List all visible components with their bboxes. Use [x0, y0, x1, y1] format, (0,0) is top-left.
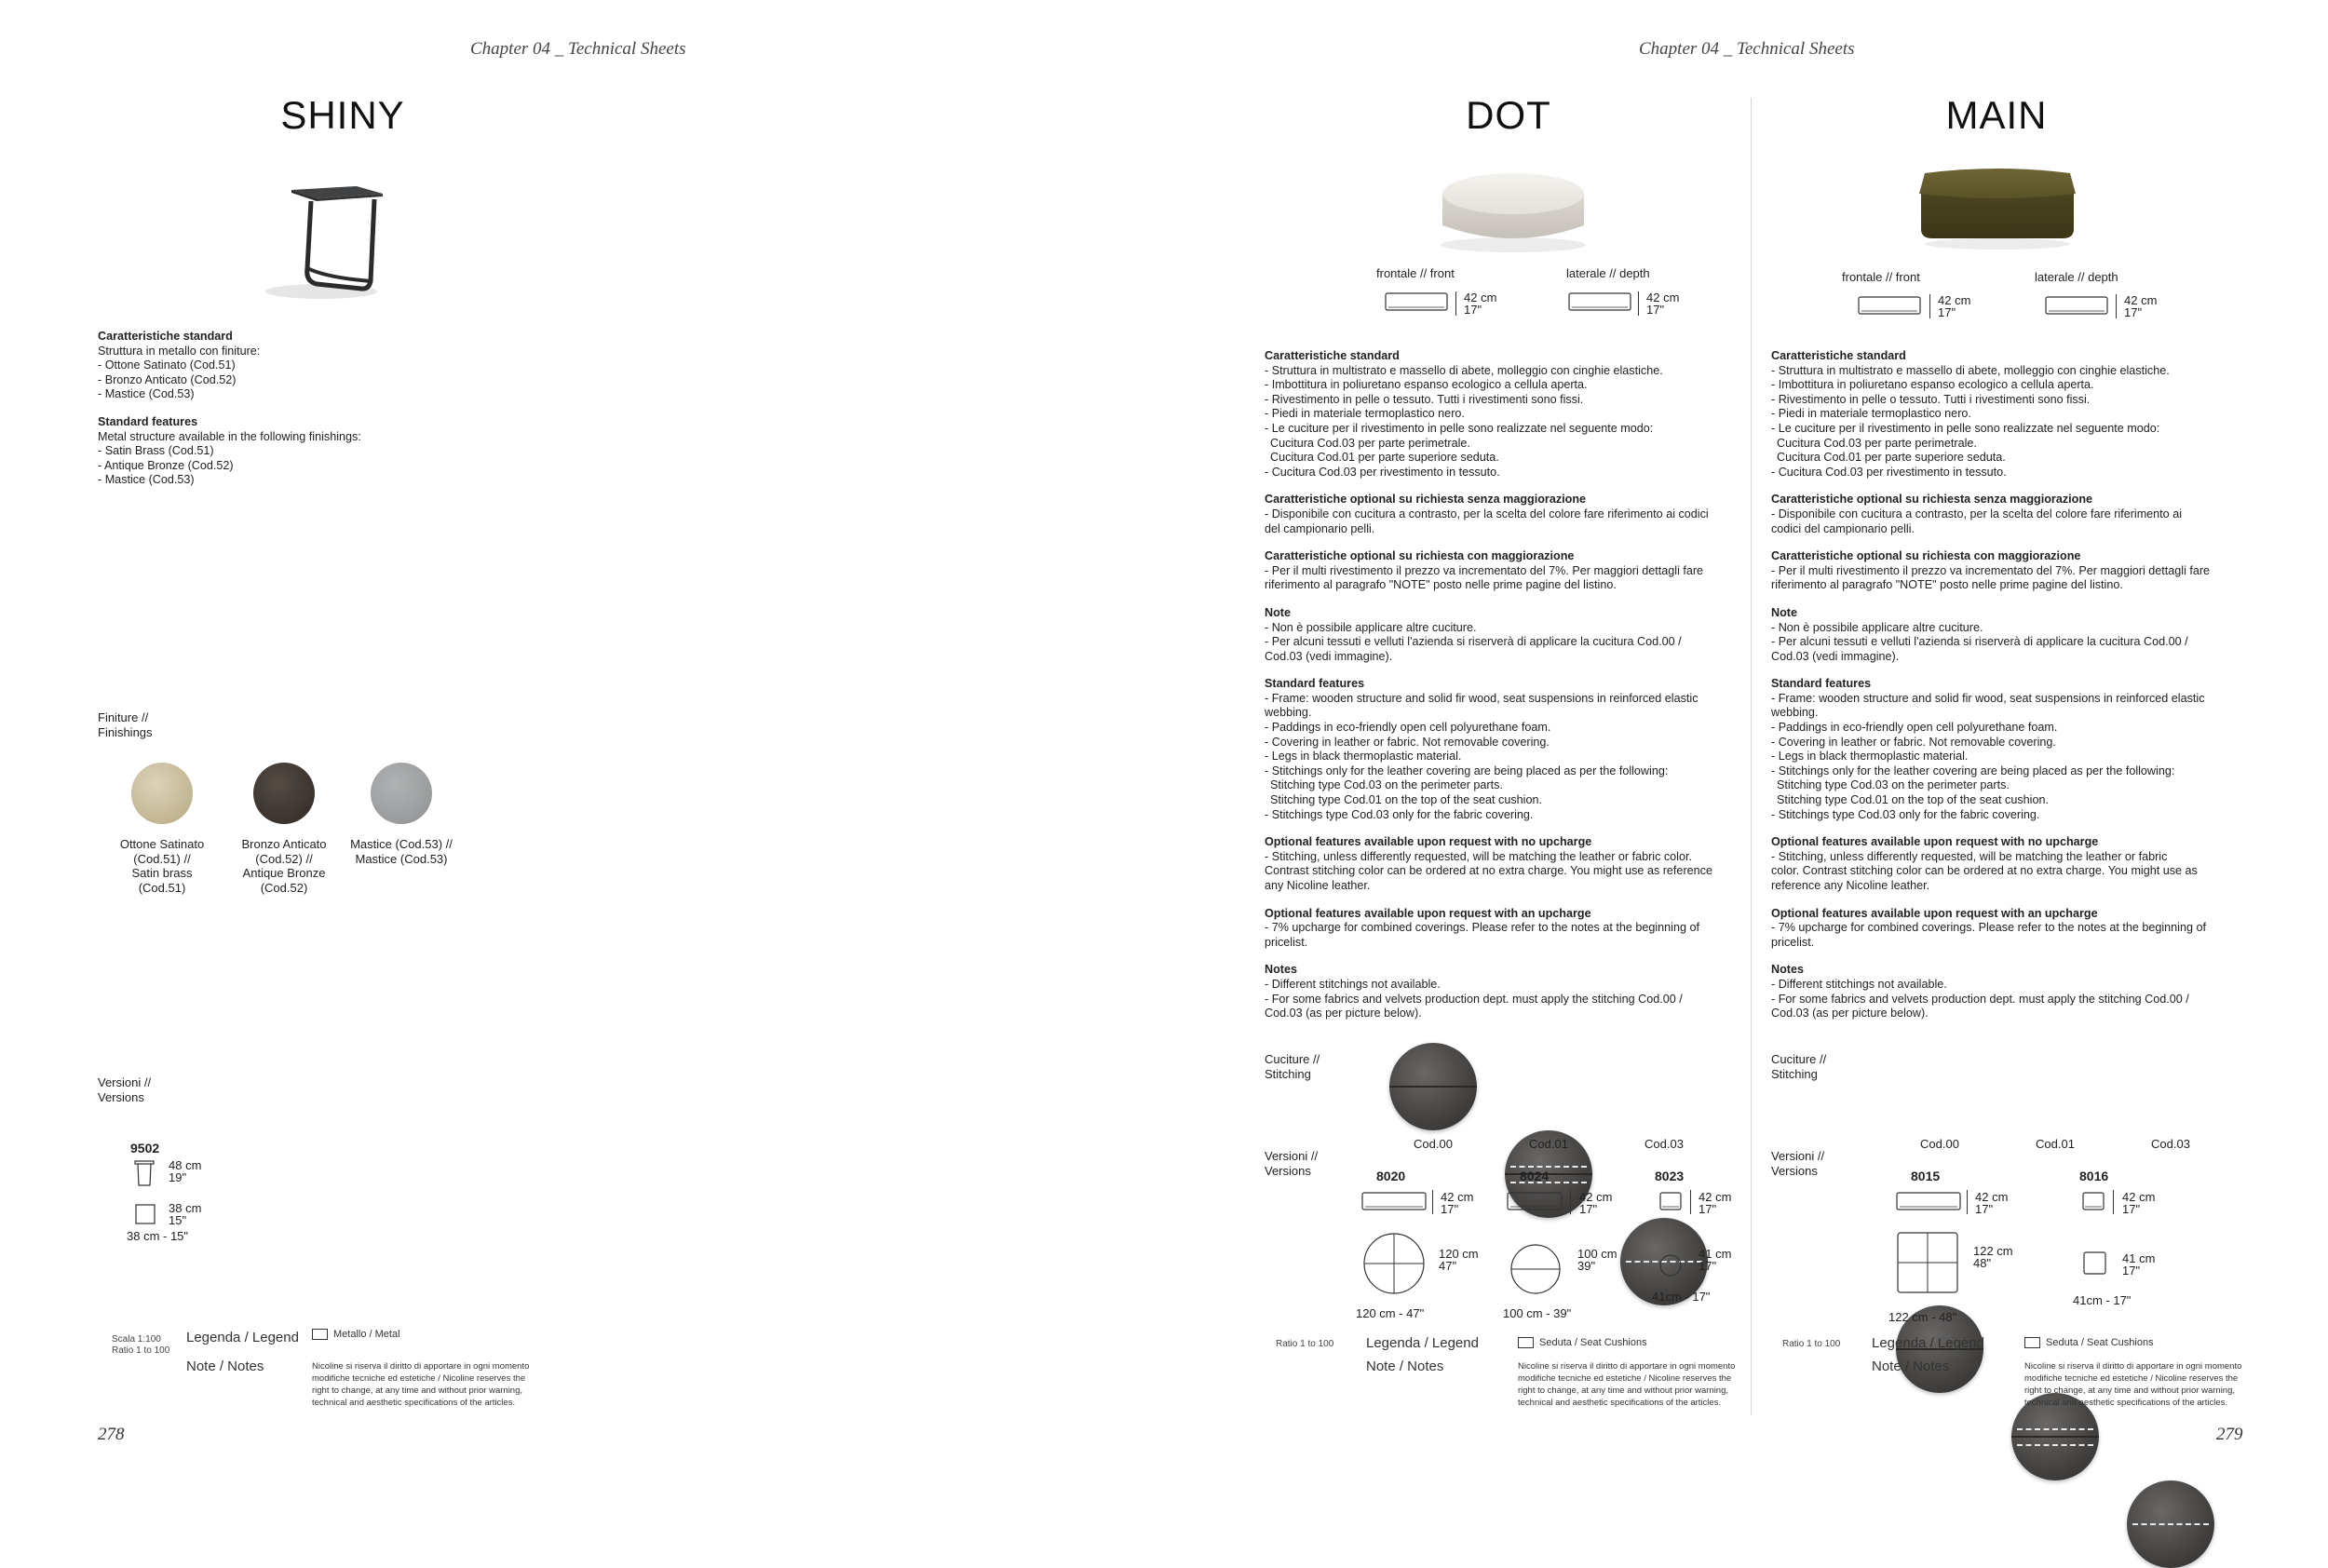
spec-line: Stitching type Cod.03 on the perimeter parts.: [1777, 778, 2010, 792]
page-number-right: 279: [2216, 1425, 2243, 1444]
spec-line: - Per alcuni tessuti e velluti l'azienda si riserverà di applicare la cucitura Cod.00 /: [1265, 635, 1682, 649]
spec-line: Cod.03 (vedi immagine).: [1265, 649, 1393, 663]
stitch-dashes: [2017, 1444, 2093, 1446]
dot-side-dim: [1646, 291, 1679, 316]
dim-line: 17": [1646, 303, 1665, 317]
swatch-mastice: [371, 763, 432, 824]
dot-scale: Ratio 1 to 100: [1276, 1339, 1334, 1349]
spec-line: - Imbottitura in poliuretano espanso ecologico a cellula aperta.: [1771, 378, 2094, 392]
dot-8024-elevation: [1507, 1190, 1564, 1214]
caption-line: (Cod.52) //: [255, 851, 313, 866]
dim-line: 17": [1464, 303, 1482, 317]
finishes-label-line: Finiture //: [98, 710, 149, 724]
spec-line: - Piedi in materiale termoplastico nero.: [1265, 407, 1465, 421]
spec-line: Stitching type Cod.01 on the top of the seat cushion.: [1270, 793, 1542, 807]
dim-separator: [1967, 1190, 1968, 1214]
swatch-caption-mastice: [341, 837, 462, 866]
legend-swatch: [2024, 1337, 2040, 1348]
dot-8023-elevation: [1659, 1190, 1684, 1214]
dot-8023-bottom: 41cm - 17": [1652, 1290, 1711, 1304]
caption-line: Antique Bronze: [242, 866, 326, 880]
shiny-scale: [112, 1334, 169, 1357]
dim-line: 42 cm: [1699, 1190, 1732, 1204]
versions-label-line: Versions: [1771, 1164, 1818, 1178]
column-divider: [1751, 98, 1752, 1415]
dot-8020-plan: [1361, 1231, 1427, 1296]
swatch-caption-satin-brass: [102, 837, 223, 895]
versions-label-line: Versions: [1265, 1164, 1311, 1178]
shiny-standard-en-line: - Mastice (Cod.53): [98, 473, 195, 487]
dot-8020-elevation: [1361, 1190, 1428, 1214]
shiny-standard-en-title: Standard features: [98, 414, 198, 428]
main-legend-item: [2024, 1337, 2154, 1348]
spec-line: - Stitchings only for the leather covering are being placed as per the following:: [1265, 764, 1669, 777]
dot-8024-bottom: 100 cm - 39": [1503, 1306, 1572, 1320]
spec-line: riferimento al paragrafo "NOTE" posto nelle prime pagine del listino.: [1771, 578, 2123, 592]
spec-line: - Different stitchings not available.: [1265, 977, 1441, 991]
page-number-left: 278: [98, 1425, 125, 1444]
spec-line: - Struttura in multistrato e massello di abete, molleggio con cinghie elastiche.: [1771, 363, 2170, 377]
main-title: MAIN: [1945, 93, 2048, 137]
spec-line: - Non è possibile applicare altre cuciture.: [1771, 620, 1983, 634]
spec-line: reference any Nicoline leather.: [1771, 879, 1930, 892]
spec-section-title: Optional features available upon request with an upcharge: [1771, 906, 2098, 920]
main-notes-title: Note / Notes: [1872, 1358, 1950, 1374]
caption-line: Bronzo Anticato: [241, 837, 327, 851]
dot-stitch-cod00: [1389, 1043, 1477, 1130]
shiny-legend-item: [312, 1329, 400, 1340]
dim-line: 42 cm: [1464, 291, 1497, 304]
spec-section-title: Caratteristiche optional su richiesta senza maggiorazione: [1771, 493, 2093, 507]
spec-section-title: Caratteristiche standard: [1771, 349, 1906, 362]
dot-version-code: 8023: [1655, 1169, 1685, 1183]
shiny-finishes-label: [98, 710, 153, 740]
dim-line: 122 cm: [1973, 1244, 2013, 1258]
spec-line: - Covering in leather or fabric. Not removable covering.: [1771, 735, 2056, 749]
dot-8023-plan: [1658, 1253, 1683, 1277]
dot-version-code: 8024: [1520, 1169, 1550, 1183]
dot-title: DOT: [1466, 93, 1551, 137]
dot-stitch-code: Cod.01: [1529, 1137, 1568, 1151]
main-stitch-code: Cod.00: [1920, 1137, 1959, 1151]
spec-line: Stitching type Cod.01 on the top of the seat cushion.: [1777, 793, 2049, 807]
caption-line: (Cod.51): [138, 880, 186, 895]
dim-line: 17": [1441, 1202, 1459, 1216]
dot-front-label: frontale // front: [1376, 266, 1455, 280]
shiny-bottom-dim: 38 cm - 15": [127, 1229, 189, 1243]
shiny-title: SHINY: [280, 93, 405, 137]
spec-section-title: Caratteristiche optional su richiesta con maggiorazione: [1265, 549, 1575, 563]
legend-swatch: [1518, 1337, 1534, 1348]
main-disclaimer: Nicoline si riserva il diritto di apportare in ogni momento modifiche tecniche ed estetiche / Nicoline reserves the right to change, at any time and without prior warning, technical and aesthetic specifications of the articles.: [2024, 1361, 2242, 1408]
dim-line: 17": [2124, 305, 2143, 319]
caption-line: Satin brass: [131, 866, 193, 880]
dim-separator: [1455, 291, 1456, 316]
main-version-code: 8015: [1911, 1169, 1941, 1183]
dot-front-dim: [1464, 291, 1496, 316]
dot-8024-diam: [1577, 1248, 1617, 1272]
dot-legend-title: Legenda / Legend: [1366, 1335, 1479, 1351]
spec-line: - Frame: wooden structure and solid fir wood, seat suspensions in reinforced elastic: [1265, 691, 1699, 705]
dot-8024-height: [1579, 1191, 1612, 1215]
main-scale: Ratio 1 to 100: [1782, 1339, 1841, 1349]
main-side-dim: [2124, 294, 2157, 318]
chapter-header-left: Chapter 04 _ Technical Sheets: [470, 39, 686, 59]
main-8015-bottom: 122 cm - 48": [1888, 1310, 1957, 1324]
stitch-seam: [1389, 1086, 1477, 1088]
spec-line: - 7% upcharge for combined coverings. Please refer to the notes at the beginning of: [1265, 921, 1699, 935]
main-8016-elevation: [2082, 1190, 2106, 1214]
dim-separator: [2116, 294, 2117, 318]
spec-line: - Legs in black thermoplastic material.: [1265, 750, 1462, 764]
spec-line: Cucitura Cod.01 per parte superiore seduta.: [1777, 451, 2006, 465]
spec-line: - Per alcuni tessuti e velluti l'azienda si riserverà di applicare la cucitura Cod.00 /: [1771, 635, 2188, 649]
shiny-standard-en-line: Metal structure available in the following finishings:: [98, 429, 361, 443]
legend-item-label: Seduta / Seat Cushions: [1539, 1337, 1647, 1348]
spec-line: - Rivestimento in pelle o tessuto. Tutti i rivestimenti sono fissi.: [1265, 392, 1584, 406]
shiny-standard-it-line: - Ottone Satinato (Cod.51): [98, 358, 236, 372]
scale-line: Ratio 1 to 100: [112, 1345, 170, 1356]
main-side-drawing: [2045, 294, 2110, 318]
dot-8020-height: [1441, 1191, 1473, 1215]
spec-line: - Frame: wooden structure and solid fir wood, seat suspensions in reinforced elastic: [1771, 691, 2205, 705]
spec-line: - Cucitura Cod.03 per rivestimento in tessuto.: [1265, 465, 1500, 479]
spec-line: - 7% upcharge for combined coverings. Please refer to the notes at the beginning of: [1771, 921, 2206, 935]
dim-separator: [1432, 1190, 1433, 1214]
main-stitching-label: [1771, 1052, 1826, 1082]
versions-label-line: Versioni //: [98, 1075, 152, 1089]
dim-line: 42 cm: [1975, 1190, 2009, 1204]
dot-notes-title: Note / Notes: [1366, 1358, 1444, 1374]
spec-line: - Different stitchings not available.: [1771, 977, 1947, 991]
spec-line: - Per il multi rivestimento il prezzo va incrementato del 7%. Per maggiori dettagli fare: [1771, 563, 2211, 577]
caption-line: Mastice (Cod.53) //: [350, 837, 453, 851]
shiny-standard-en-line: - Antique Bronze (Cod.52): [98, 458, 234, 472]
dim-line: 17": [1579, 1202, 1598, 1216]
dim-line: 39": [1577, 1259, 1596, 1273]
main-8016-bottom: 41cm - 17": [2073, 1293, 2132, 1307]
spec-line: - For some fabrics and velvets production dept. must apply the stitching Cod.00 /: [1771, 992, 2189, 1006]
dim-line: 48": [1973, 1256, 1992, 1270]
main-stitch-code: Cod.01: [2036, 1137, 2075, 1151]
dot-specifications: [1265, 349, 1749, 1021]
dim-line: 120 cm: [1439, 1247, 1479, 1261]
spec-section-title: Caratteristiche optional su richiesta senza maggiorazione: [1265, 493, 1587, 507]
spec-line: pricelist.: [1265, 935, 1308, 949]
main-stitch-code: Cod.03: [2151, 1137, 2190, 1151]
main-8016-height: [2122, 1191, 2155, 1215]
dot-product-image: [1429, 158, 1597, 256]
main-8016-top: [2122, 1252, 2155, 1277]
spec-line: - Piedi in materiale termoplastico nero.: [1771, 407, 1971, 421]
spec-line: riferimento al paragrafo "NOTE" posto nelle prime pagine del listino.: [1265, 578, 1617, 592]
dim-line: 47": [1439, 1259, 1457, 1273]
spec-line: - Rivestimento in pelle o tessuto. Tutti i rivestimenti sono fissi.: [1771, 392, 2091, 406]
stitch-dashes: [2132, 1523, 2209, 1525]
spec-line: color. Contrast stitching color can be ordered at no extra charge. You might use as: [1771, 864, 2198, 878]
versions-label-line: Versions: [98, 1090, 144, 1104]
dot-side-drawing: [1568, 291, 1633, 315]
spec-section-title: Optional features available upon request with no upcharge: [1771, 835, 2099, 849]
spec-line: - Covering in leather or fabric. Not removable covering.: [1265, 735, 1550, 749]
spec-line: Cod.03 (as per picture below).: [1771, 1007, 1929, 1021]
spec-section-title: Optional features available upon request with no upcharge: [1265, 835, 1592, 849]
stitching-label-line: Stitching: [1265, 1067, 1311, 1081]
dot-8024-plan: [1509, 1242, 1563, 1296]
legend-swatch: [312, 1329, 328, 1340]
versions-label-line: Versioni //: [1265, 1149, 1319, 1163]
stitch-dashes: [1510, 1166, 1587, 1168]
spec-line: - Le cuciture per il rivestimento in pelle sono realizzate nel seguente modo:: [1265, 421, 1654, 435]
shiny-standard-it: [98, 330, 489, 488]
dim-line: 17": [1699, 1259, 1717, 1273]
dim-line: 38 cm: [169, 1201, 202, 1215]
spec-line: del campionario pelli.: [1265, 521, 1375, 535]
dot-stitch-code: Cod.00: [1414, 1137, 1453, 1151]
spec-section-title: Standard features: [1771, 677, 1872, 691]
spec-line: - Stitching, unless differently requested, will be matching the leather or fabric: [1771, 849, 2168, 863]
caption-line: (Cod.52): [260, 880, 308, 895]
shiny-top-dim: [169, 1202, 201, 1226]
spec-line: - Cucitura Cod.03 per rivestimento in tessuto.: [1771, 465, 2007, 479]
shiny-standard-it-line: Struttura in metallo con finiture:: [98, 344, 261, 358]
dim-line: 42 cm: [2122, 1190, 2156, 1204]
dot-disclaimer: Nicoline si riserva il diritto di apportare in ogni momento modifiche tecniche ed estetiche / Nicoline reserves the right to change, at any time and without prior warning, technical and aesthetic specifications of the articles.: [1518, 1361, 1736, 1408]
dim-line: 17": [1975, 1202, 1994, 1216]
dot-version-code: 8020: [1376, 1169, 1406, 1183]
caption-line: Mastice (Cod.53): [355, 851, 448, 866]
dim-line: 100 cm: [1577, 1247, 1617, 1261]
dim-line: 42 cm: [1579, 1190, 1613, 1204]
dot-8023-height: [1699, 1191, 1731, 1215]
dot-side-label: laterale // depth: [1566, 266, 1650, 280]
main-versions-label: [1771, 1149, 1824, 1179]
spec-line: - Non è possibile applicare altre cuciture.: [1265, 620, 1477, 634]
swatch-caption-antique-bronze: [223, 837, 345, 895]
spec-line: - Legs in black thermoplastic material.: [1771, 750, 1969, 764]
dim-line: 42 cm: [1938, 293, 1971, 307]
chapter-header-right: Chapter 04 _ Technical Sheets: [1639, 39, 1855, 59]
shiny-elevation-drawing: [133, 1159, 156, 1189]
dim-line: 15": [169, 1213, 187, 1227]
shiny-product-image: [251, 158, 391, 317]
dot-8023-diam: [1699, 1248, 1731, 1272]
spec-line: - Paddings in eco-friendly open cell polyurethane foam.: [1771, 721, 2058, 735]
shiny-versions-label: [98, 1075, 151, 1105]
dim-line: 17": [2122, 1202, 2141, 1216]
stitch-seam: [2011, 1436, 2099, 1438]
spec-line: Contrast stitching color can be ordered at no extra charge. You might use as reference: [1265, 864, 1712, 878]
spec-line: - Stitchings only for the leather covering are being placed as per the following:: [1771, 764, 2175, 777]
finishes-label-line: Finishings: [98, 725, 153, 739]
dim-line: 41 cm: [2122, 1251, 2156, 1265]
caption-line: Ottone Satinato: [119, 837, 205, 851]
dim-line: 19": [169, 1170, 187, 1184]
swatch-antique-bronze: [253, 763, 315, 824]
dim-line: 42 cm: [1441, 1190, 1474, 1204]
legend-item-label: Metallo / Metal: [333, 1329, 400, 1340]
shiny-standard-it-line: - Mastice (Cod.53): [98, 387, 195, 401]
shiny-standard-en-line: - Satin Brass (Cod.51): [98, 444, 214, 458]
dot-versions-label: [1265, 1149, 1318, 1179]
spec-section-title: Note: [1265, 605, 1291, 619]
spec-section-title: Note: [1771, 605, 1797, 619]
spec-section-title: Notes: [1265, 963, 1297, 977]
spec-line: Stitching type Cod.03 on the perimeter parts.: [1270, 778, 1503, 792]
shiny-legend-title: Legenda / Legend: [186, 1330, 299, 1345]
dim-separator: [1638, 291, 1639, 316]
stitching-label-line: Stitching: [1771, 1067, 1818, 1081]
spec-line: - Le cuciture per il rivestimento in pelle sono realizzate nel seguente modo:: [1771, 421, 2160, 435]
dim-line: 48 cm: [169, 1158, 202, 1172]
spec-line: webbing.: [1771, 706, 1819, 720]
main-8015-height: [1975, 1191, 2008, 1215]
shiny-height-dim: [169, 1159, 201, 1183]
scale-line: Scala 1:100: [112, 1334, 161, 1345]
main-legend-title: Legenda / Legend: [1872, 1335, 1984, 1351]
main-side-label: laterale // depth: [2035, 270, 2118, 284]
shiny-standard-it-title: Caratteristiche standard: [98, 330, 233, 343]
spec-line: webbing.: [1265, 706, 1312, 720]
dim-line: 17": [1938, 305, 1956, 319]
main-8015-elevation: [1896, 1190, 1963, 1214]
swatch-satin-brass: [131, 763, 193, 824]
dot-8020-diam: [1439, 1248, 1479, 1272]
main-specifications: [1771, 349, 2255, 1021]
dim-separator: [2113, 1190, 2114, 1214]
dot-8020-bottom: 120 cm - 47": [1356, 1306, 1425, 1320]
dim-line: 42 cm: [1646, 291, 1680, 304]
spec-line: Cucitura Cod.01 per parte superiore seduta.: [1270, 451, 1499, 465]
spec-line: - Imbottitura in poliuretano espanso ecologico a cellula aperta.: [1265, 378, 1588, 392]
main-8015-plan: [1896, 1231, 1959, 1294]
stitching-label-line: Cuciture //: [1771, 1052, 1827, 1066]
shiny-plan-drawing: [135, 1204, 156, 1224]
dot-stitching-label: [1265, 1052, 1320, 1082]
spec-line: - For some fabrics and velvets production dept. must apply the stitching Cod.00 /: [1265, 992, 1683, 1006]
caption-line: (Cod.51) //: [133, 851, 191, 866]
legend-item-label: Seduta / Seat Cushions: [2046, 1337, 2154, 1348]
main-front-dim: [1938, 294, 1970, 318]
spec-line: - Struttura in multistrato e massello di abete, molleggio con cinghie elastiche.: [1265, 363, 1663, 377]
main-version-code: 8016: [2079, 1169, 2109, 1183]
stitch-dashes: [2017, 1428, 2093, 1430]
spec-line: - Stitchings type Cod.03 only for the fabric covering.: [1771, 807, 2040, 821]
spec-line: Cucitura Cod.03 per parte perimetrale.: [1777, 436, 1977, 450]
spec-line: - Stitching, unless differently requested, will be matching the leather or fabric color.: [1265, 849, 1692, 863]
spec-section-title: Standard features: [1265, 677, 1365, 691]
shiny-standard-it-line: - Bronzo Anticato (Cod.52): [98, 372, 237, 386]
dim-line: 17": [1699, 1202, 1717, 1216]
spec-line: - Paddings in eco-friendly open cell polyurethane foam.: [1265, 721, 1551, 735]
spec-section-title: Caratteristiche optional su richiesta con maggiorazione: [1771, 549, 2081, 563]
dim-line: 41 cm: [1699, 1247, 1732, 1261]
dim-line: 42 cm: [2124, 293, 2158, 307]
spec-line: Cod.03 (as per picture below).: [1265, 1007, 1422, 1021]
main-8016-plan: [2083, 1251, 2107, 1276]
dim-separator: [1570, 1190, 1571, 1214]
spec-line: - Disponibile con cucitura a contrasto, per la scelta del colore fare riferimento ai: [1771, 507, 2182, 520]
spec-line: pricelist.: [1771, 935, 1815, 949]
main-front-drawing: [1858, 294, 1923, 318]
main-product-image: [1914, 158, 2081, 256]
shiny-notes-title: Note / Notes: [186, 1358, 264, 1374]
spec-line: Cucitura Cod.03 per parte perimetrale.: [1270, 436, 1470, 450]
dot-legend-item: [1518, 1337, 1647, 1348]
spec-line: any Nicoline leather.: [1265, 879, 1371, 892]
main-front-label: frontale // front: [1842, 270, 1920, 284]
dot-stitch-code: Cod.03: [1644, 1137, 1684, 1151]
spec-section-title: Notes: [1771, 963, 1804, 977]
spec-line: Cod.03 (vedi immagine).: [1771, 649, 1900, 663]
dot-front-drawing: [1385, 291, 1450, 315]
stitching-label-line: Cuciture //: [1265, 1052, 1320, 1066]
versions-label-line: Versioni //: [1771, 1149, 1825, 1163]
spec-line: - Disponibile con cucitura a contrasto, per la scelta del colore fare riferimento ai codici: [1265, 507, 1709, 520]
spec-line: codici del campionario pelli.: [1771, 521, 1915, 535]
main-8015-top: [1973, 1245, 2013, 1269]
spec-section-title: Optional features available upon request with an upcharge: [1265, 906, 1591, 920]
spec-line: - Stitchings type Cod.03 only for the fabric covering.: [1265, 807, 1534, 821]
shiny-version-code: 9502: [130, 1141, 160, 1156]
dim-separator: [1690, 1190, 1691, 1214]
spec-section-title: Caratteristiche standard: [1265, 349, 1400, 362]
dim-line: 17": [2122, 1264, 2141, 1277]
main-stitch-cod03: [2127, 1480, 2214, 1568]
spec-line: - Per il multi rivestimento il prezzo va incrementato del 7%. Per maggiori dettagli fare: [1265, 563, 1704, 577]
dim-separator: [1929, 294, 1930, 318]
shiny-disclaimer: Nicoline si riserva il diritto di apportare in ogni momento modifiche tecniche ed estetiche / Nicoline reserves the right to change, at any time and without prior warning, technical and aesthetic specifications of the articles.: [312, 1361, 530, 1408]
